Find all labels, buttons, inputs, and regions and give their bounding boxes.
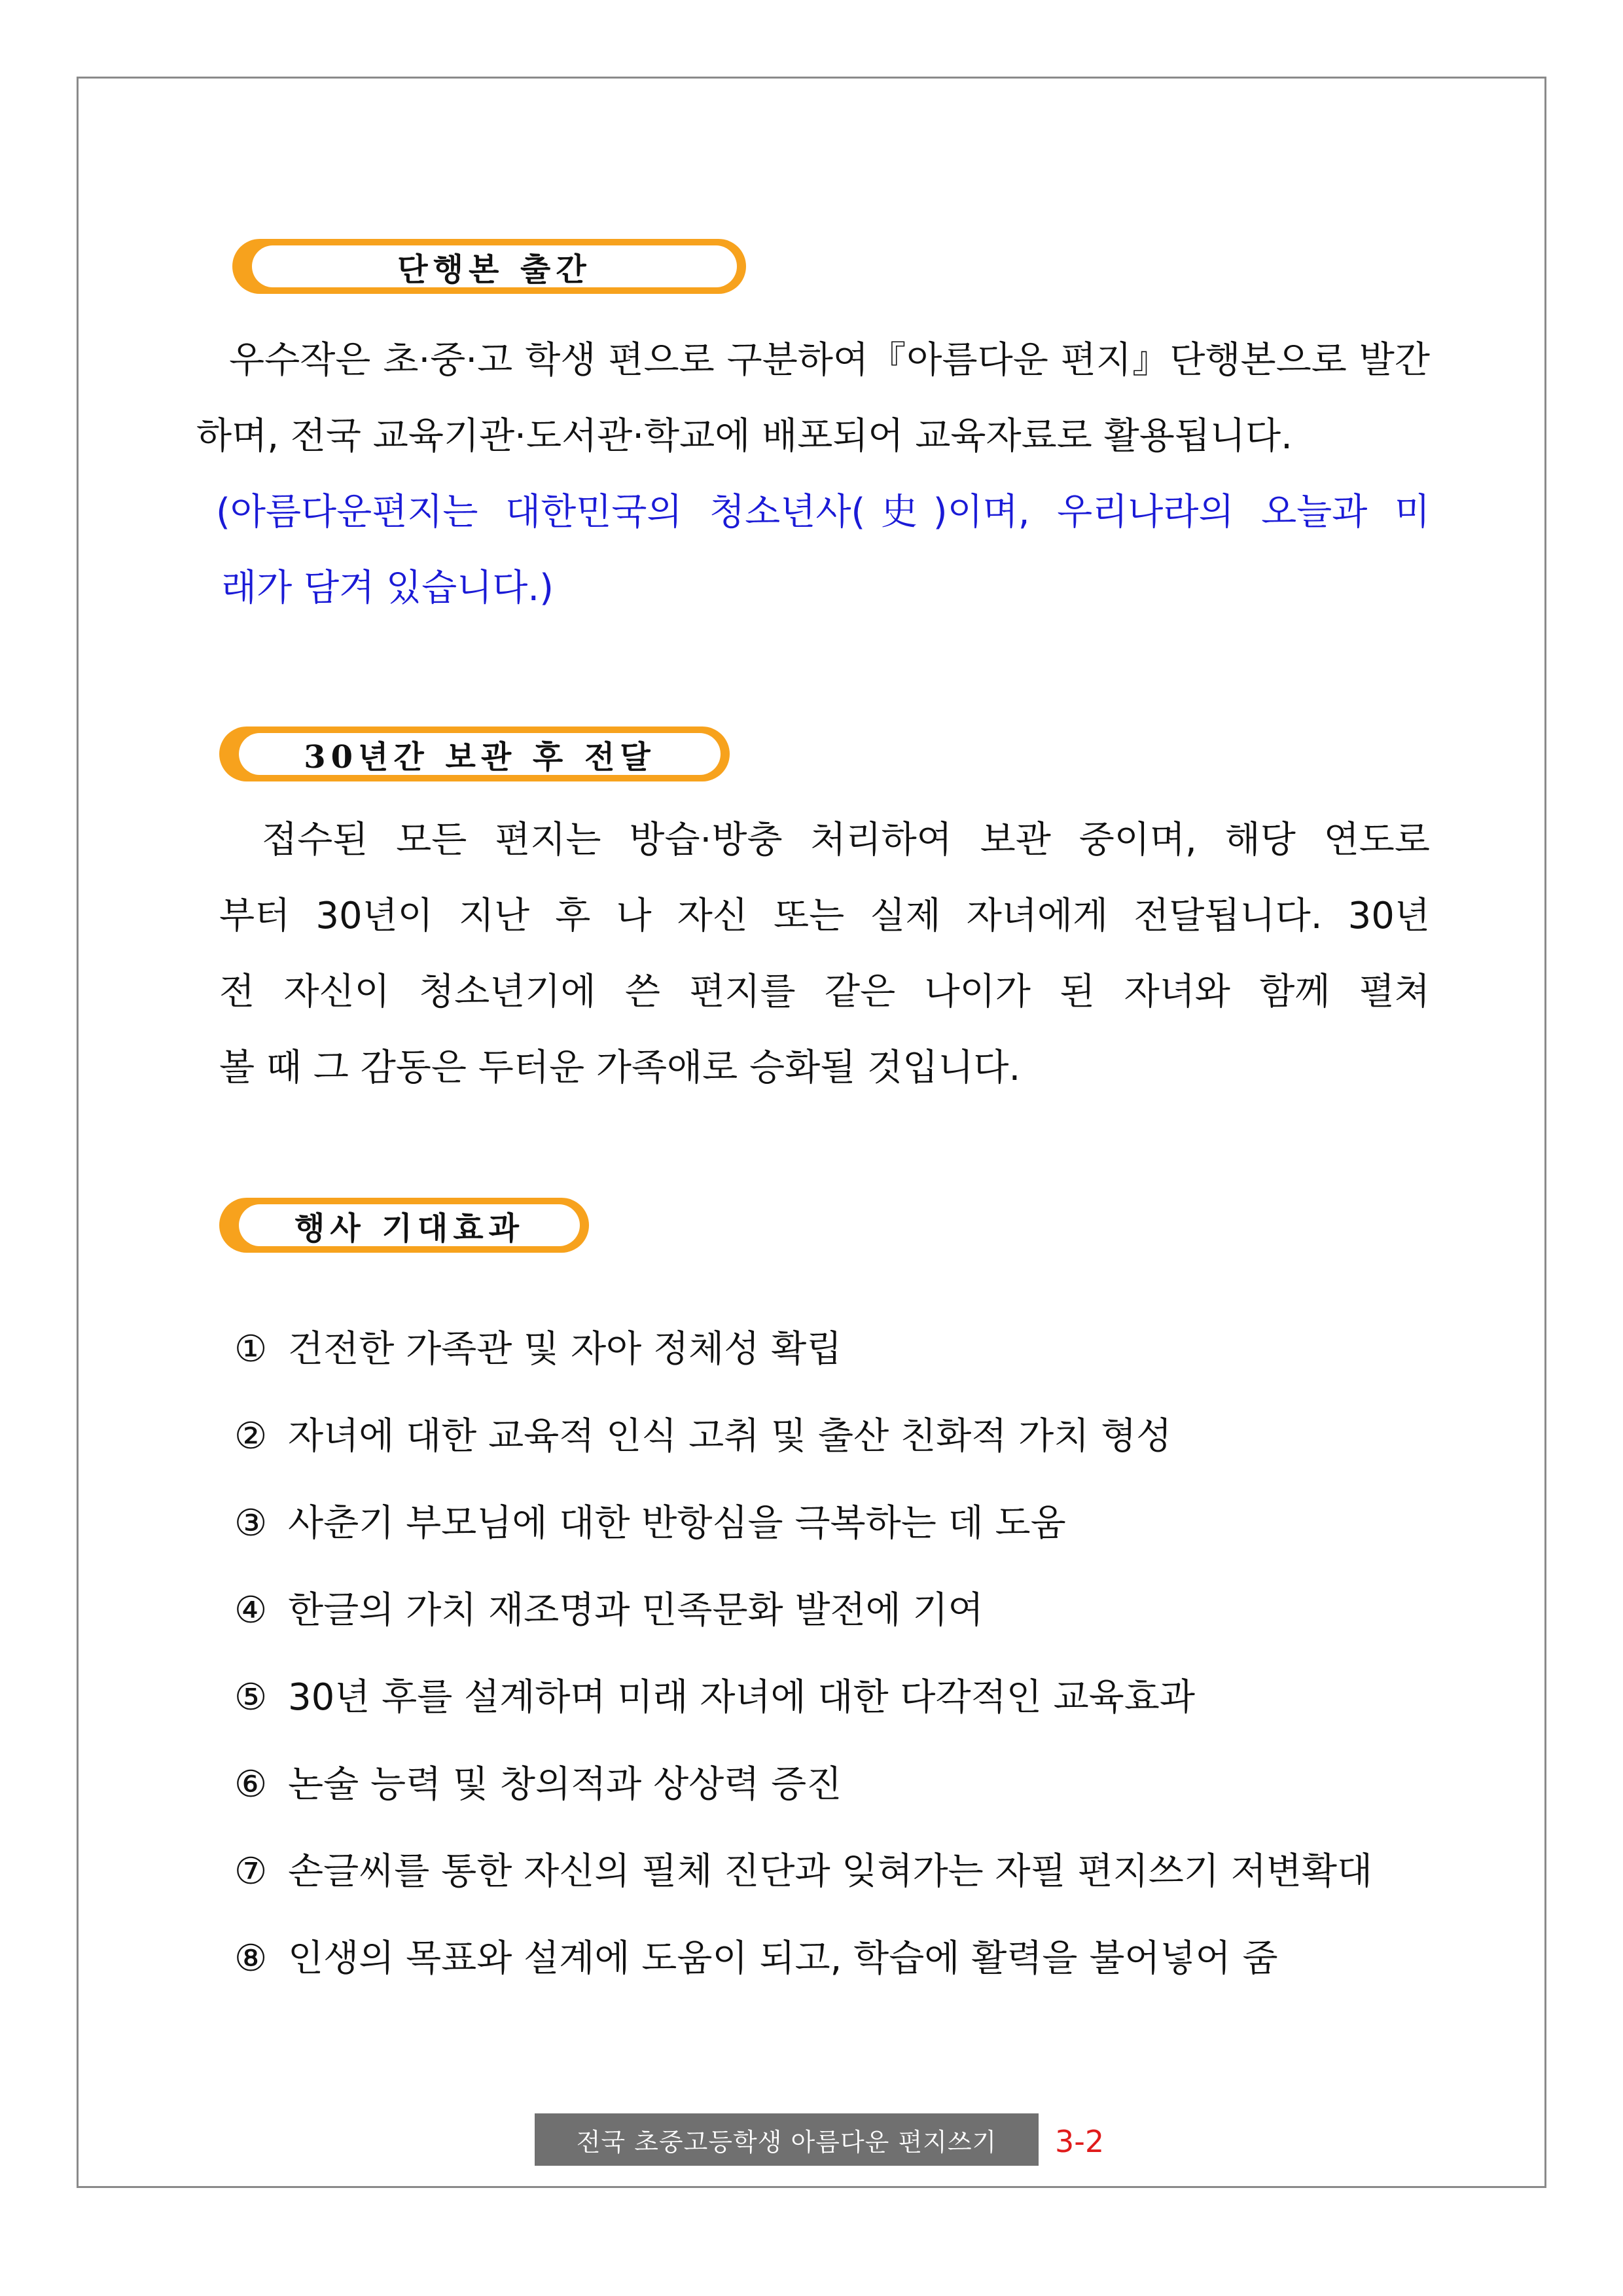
list-item-text: 논술 능력 및 창의적과 상상력 증진 [288,1763,842,1806]
publication-paragraph [196,323,1430,475]
publication-note-line-2: 래가 담겨 있습니다.) [221,567,554,609]
list-item [234,1741,1478,1828]
list-item [234,1828,1478,1915]
publication-line-2: 하며, 전국 교육기관·도서관·학교에 배포되어 교육자료로 활용됩니다. [196,415,1293,457]
list-item-text: 30년 후를 설계하며 미래 자녀에 대한 다각적인 교육효과 [288,1676,1195,1719]
storage-line-2: 부터 30년이 지난 후 나 자신 또는 실제 자녀에게 전달됩니다. 30년 [219,895,1430,937]
storage-paragraph [219,802,1430,1106]
list-item-number: ⑧ [234,1937,268,1980]
list-item [234,1567,1478,1654]
list-item-number: ① [234,1328,268,1371]
list-item-number: ③ [234,1502,268,1545]
publication-note [216,475,1430,626]
list-item [234,1393,1478,1480]
list-item-number: ② [234,1415,268,1458]
section-heading-publication-label: 단행본 출간 [252,245,737,287]
page-number: 3-2 [1055,2124,1105,2159]
section-heading-storage-label: 30년간 보관 후 전달 [239,733,721,775]
section-heading-effects-label: 행사 기대효과 [239,1204,580,1246]
storage-line-4: 볼 때 그 감동은 두터운 가족애로 승화될 것입니다. [219,1047,1021,1089]
list-item-number: ⑦ [234,1850,268,1893]
storage-line-1: 접수된 모든 편지는 방습·방충 처리하여 보관 중이며, 해당 연도로 [262,819,1430,861]
effects-list [234,1306,1478,2002]
list-item [234,1654,1478,1741]
publication-line-1: 우수작은 초·중·고 학생 편으로 구분하여『아름다운 편지』단행본으로 발간 [229,339,1430,382]
list-item-number: ④ [234,1589,268,1632]
list-item [234,1306,1478,1393]
list-item-number: ⑤ [234,1676,268,1719]
list-item-text: 손글씨를 통한 자신의 필체 진단과 잊혀가는 자필 편지쓰기 저변확대 [288,1850,1373,1893]
list-item [234,1480,1478,1567]
section-heading-publication [232,239,746,294]
footer-label: 전국 초중고등학생 아름다운 편지쓰기 [535,2113,1039,2166]
list-item [234,1915,1478,2002]
list-item-text: 사춘기 부모님에 대한 반항심을 극복하는 데 도움 [288,1502,1066,1545]
publication-note-line-1: (아름다운편지는 대한민국의 청소년사(史)이며, 우리나라의 오늘과 미 [216,491,1430,533]
list-item-text: 인생의 목표와 설계에 도움이 되고, 학습에 활력을 불어넣어 줌 [288,1937,1278,1980]
list-item-text: 자녀에 대한 교육적 인식 고취 및 출산 친화적 가치 형성 [288,1415,1172,1458]
section-heading-storage [219,726,730,781]
list-item-text: 건전한 가족관 및 자아 정체성 확립 [288,1328,842,1371]
list-item-text: 한글의 가치 재조명과 민족문화 발전에 기여 [288,1589,984,1632]
list-item-number: ⑥ [234,1763,268,1806]
section-heading-effects [219,1198,589,1253]
storage-line-3: 전 자신이 청소년기에 쓴 편지를 같은 나이가 된 자녀와 함께 펼쳐 [219,971,1430,1013]
